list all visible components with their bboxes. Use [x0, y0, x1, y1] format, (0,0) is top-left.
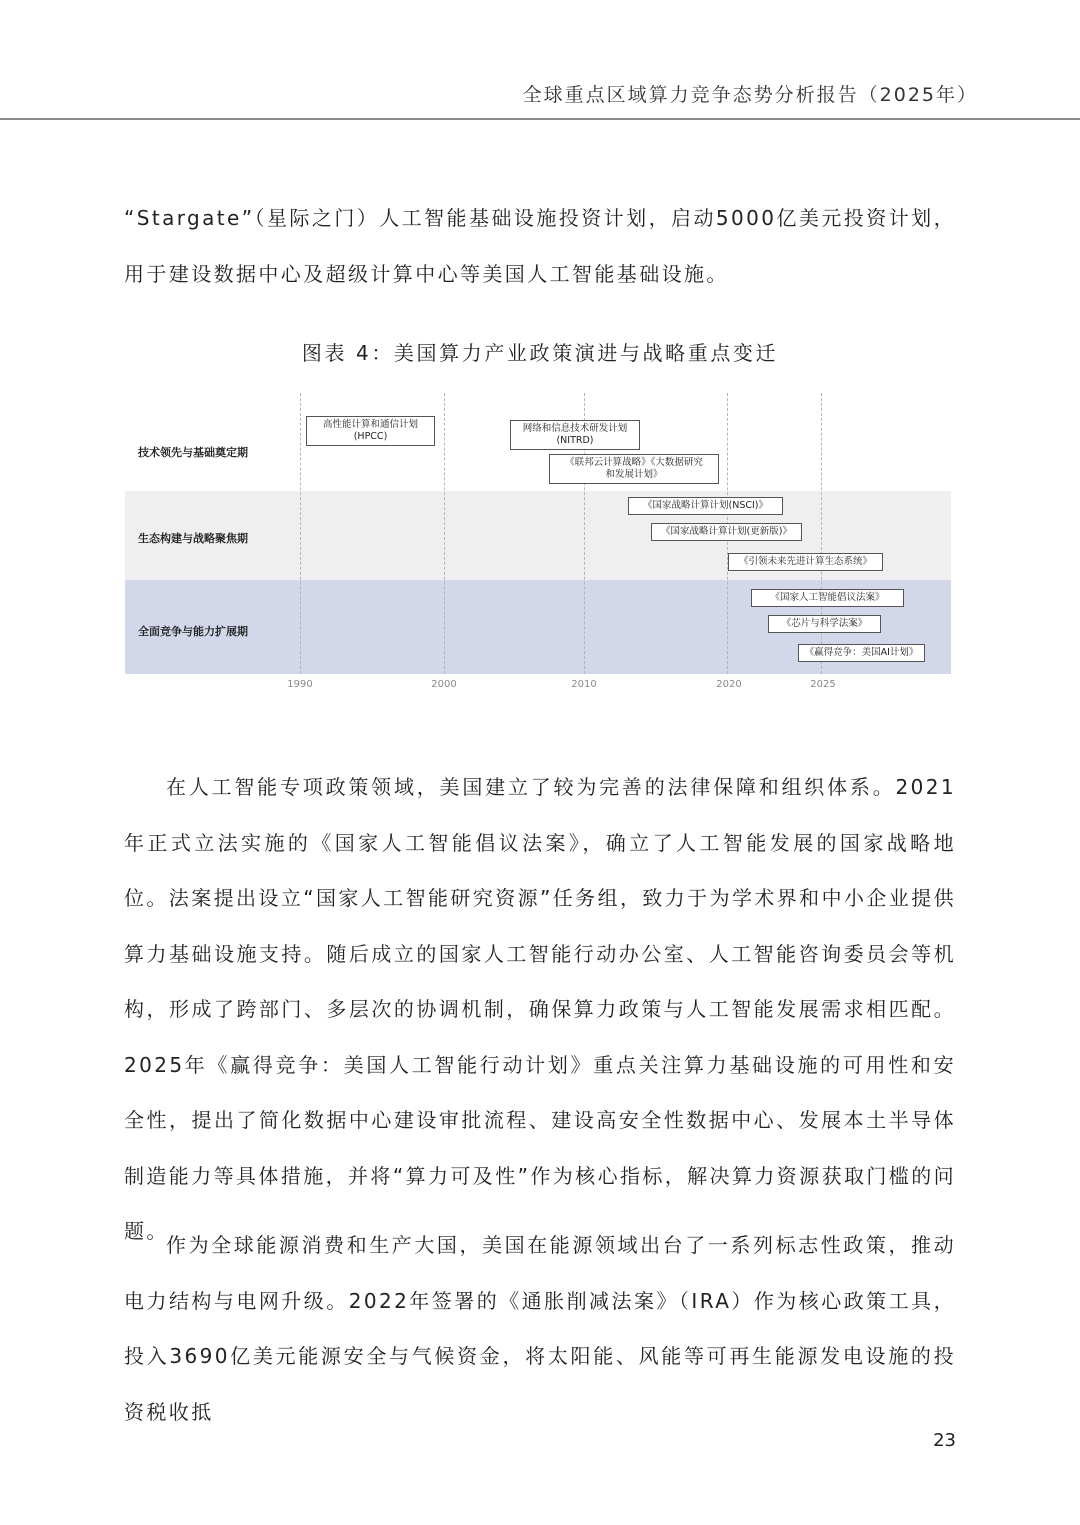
header-title: 全球重点区域算力竞争态势分析报告（2025年） — [522, 84, 978, 106]
policy-nitrd-line2: (NITRD) — [556, 435, 594, 446]
policy-timeline-chart — [125, 393, 951, 693]
year-label-2020: 2020 — [716, 679, 742, 690]
paragraph-energy-policy: 作为全球能源消费和生产大国，美国在能源领域出台了一系列标志性政策，推动电力结构与电网升级。2022年签署的《通胀削减法案》（IRA）作为核心政策工具，投入3690亿美元能源安全与气候资金，将太阳能、风能等可再生能源发电设施的投资税收抵 — [124, 1233, 956, 1424]
page-header — [0, 0, 1080, 120]
policy-ai-initiative-line1: 《国家人工智能倡议法案》 — [770, 592, 885, 603]
policy-cloud-line1: 《联邦云计算战略》《大数据研究 — [565, 457, 703, 468]
policy-box-ai-initiative — [751, 589, 904, 607]
year-label-2000: 2000 — [431, 679, 457, 690]
paragraph-stargate: “Stargate”（星际之门）人工智能基础设施投资计划，启动5000亿美元投资计划，用于建设数据中心及超级计算中心等美国人工智能基础设施。 — [124, 206, 956, 286]
policy-nsci-update-line1: 《国家战略计算计划(更新版)》 — [661, 526, 792, 537]
policy-box-hpcc — [306, 416, 435, 446]
policy-box-nitrd — [510, 420, 640, 450]
gridline-1990 — [300, 393, 301, 674]
year-label-2010: 2010 — [571, 679, 597, 690]
policy-hpcc-line1: 高性能计算和通信计划 — [322, 419, 418, 430]
gridline-2000 — [444, 393, 445, 674]
phase-label-3: 全面竞争与能力扩展期 — [138, 625, 248, 638]
figure-caption: 图表 4：美国算力产业政策演进与战略重点变迁 — [301, 341, 779, 365]
policy-ai-plan-line1: 《赢得竞争：美国AI计划》 — [804, 647, 919, 658]
policy-box-ai-action-plan — [798, 644, 925, 662]
policy-nitrd-line1: 网络和信息技术研发计划 — [522, 423, 628, 434]
policy-advanced-line1: 《引领未来先进计算生态系统》 — [738, 556, 872, 567]
year-label-1990: 1990 — [287, 679, 313, 690]
policy-cloud-line2: 和发展计划》 — [605, 469, 663, 480]
phase-label-1: 技术领先与基础奠定期 — [138, 446, 248, 459]
policy-box-nsci-update — [651, 523, 802, 541]
phase-label-2: 生态构建与战略聚焦期 — [138, 532, 248, 545]
year-label-2025: 2025 — [810, 679, 836, 690]
policy-box-advanced-computing — [728, 553, 883, 571]
page-number: 23 — [933, 1430, 956, 1451]
paragraph-ai-policy: 在人工智能专项政策领域，美国建立了较为完善的法律保障和组织体系。2021年正式立法实施的《国家人工智能倡议法案》，确立了人工智能发展的国家战略地位。法案提出设立“国家人工智能研究资源”任务组，致力于为学术界和中小企业提供算力基础设施支持。随后成立的国家人工智能行动办公室、人工智能咨询委员会等机构，形成了跨部门、多层次的协调机制，确保算力政策与人工智能发展需求相匹配。2025年《赢得竞争：美国人工智能行动计划》重点关注算力基础设施的可用性和安全性，提出了简化数据中心建设审批流程、建设高安全性数据中心、发展本土半导体制造能力等具体措施，并将“算力可及性”作为核心指标，解决算力资源获取门槛的问题。 — [124, 775, 956, 1243]
policy-nsci-line1: 《国家战略计算计划(NSCI)》 — [643, 500, 768, 511]
policy-chips-line1: 《芯片与科学法案》 — [781, 618, 868, 629]
policy-box-nsci — [628, 497, 783, 515]
policy-box-chips-act — [768, 615, 881, 633]
policy-hpcc-line2: (HPCC) — [353, 431, 388, 442]
policy-box-cloud-bigdata — [549, 454, 719, 484]
